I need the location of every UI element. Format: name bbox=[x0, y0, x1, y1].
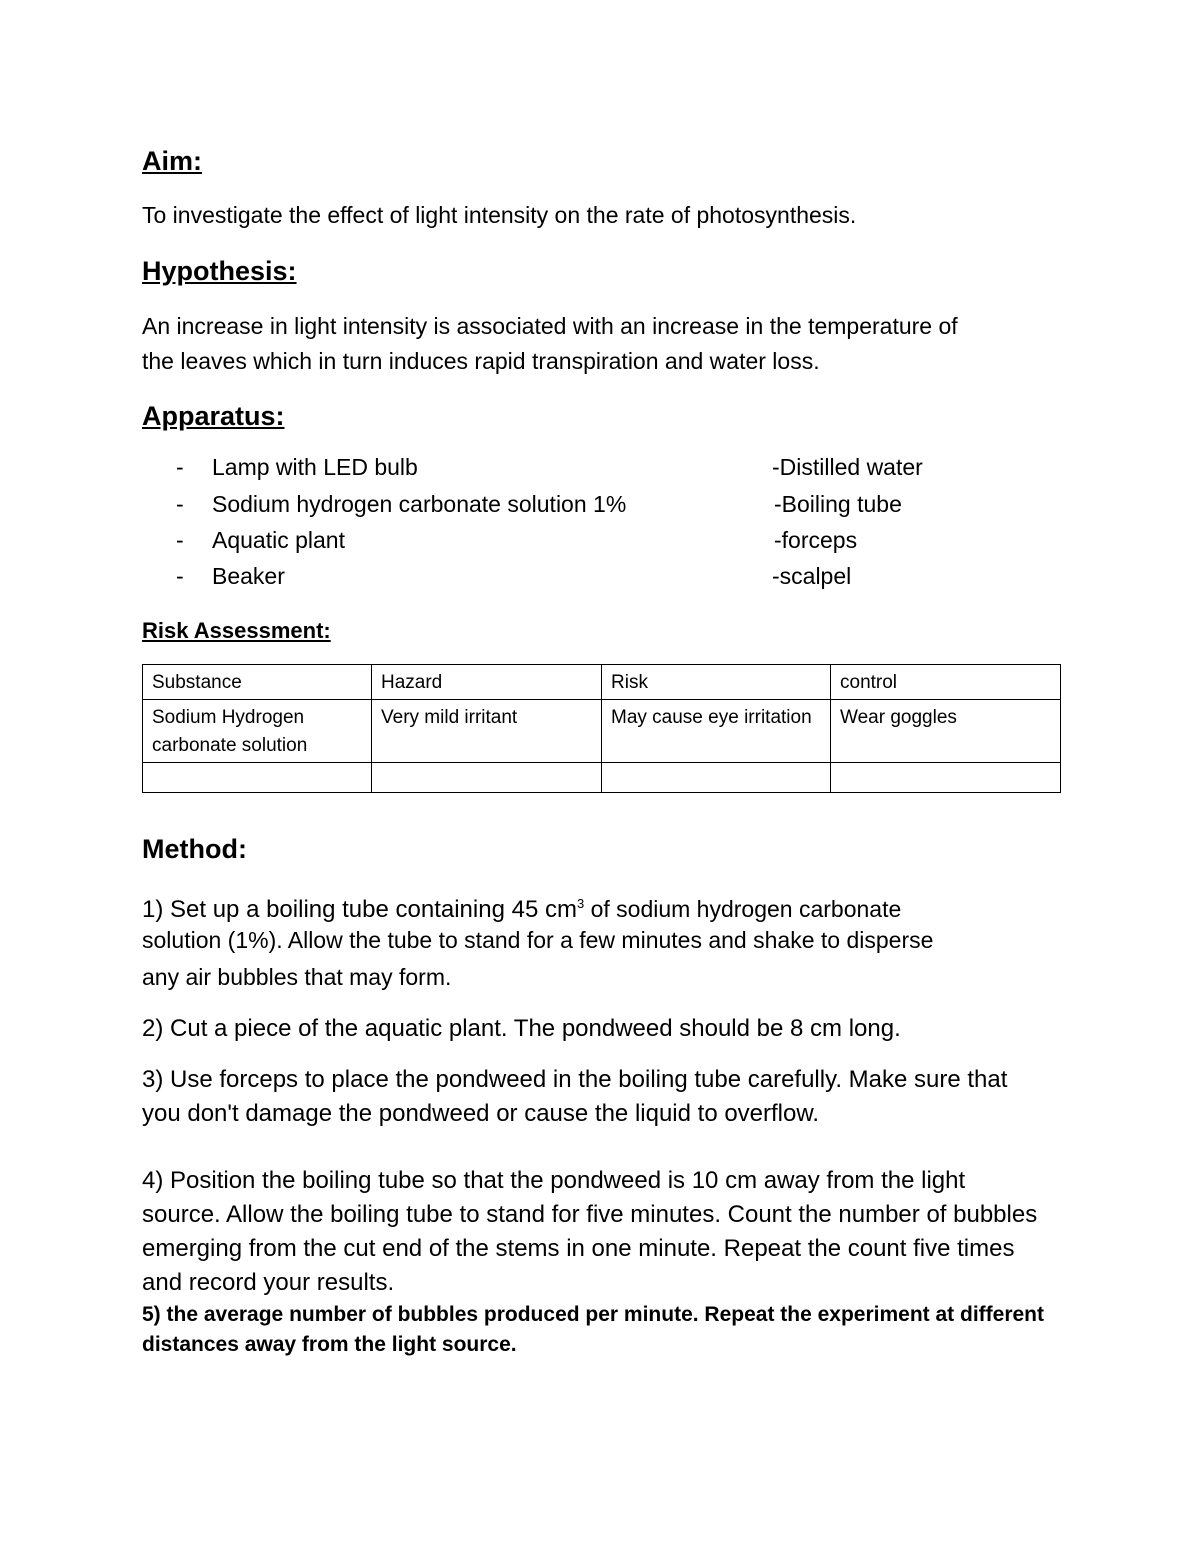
method-step-1-text: 1) Set up a boiling tube containing 45 cm bbox=[142, 896, 577, 923]
method-step-3: 3) Use forceps to place the pondweed in the boiling tube carefully. Make sure that you don't damage the pondweed or cause the liquid to overflow. bbox=[142, 1066, 1008, 1127]
apparatus-item: -Boiling tube bbox=[774, 491, 902, 517]
bullet-dash: - bbox=[176, 527, 184, 553]
header-cell: Risk bbox=[602, 665, 831, 700]
method-step-1-line-3: any air bubbles that may form. bbox=[142, 964, 452, 990]
method-step-4: 4) Position the boiling tube so that the pondweed is 10 cm away from the light source. Allow the boiling tube to stand for five minutes. Count the number of bubbles emerging from the cut end of the stems in one minute. Repeat the count five times and record your results. bbox=[142, 1167, 1038, 1296]
table-cell bbox=[372, 763, 602, 793]
table-row bbox=[143, 763, 1061, 793]
method-step-1-text-cont: of sodium hydrogen carbonate bbox=[584, 896, 902, 922]
apparatus-item: -Distilled water bbox=[772, 454, 923, 480]
table-cell: Very mild irritant bbox=[372, 700, 602, 763]
aim-heading: Aim: bbox=[142, 146, 202, 176]
apparatus-item: Sodium hydrogen carbonate solution 1% bbox=[212, 491, 627, 517]
aim-text: To investigate the effect of light intensity on the rate of photosynthesis. bbox=[142, 202, 857, 228]
table-cell bbox=[831, 763, 1061, 793]
header-cell: Substance bbox=[143, 665, 372, 700]
apparatus-list-right bbox=[772, 454, 1072, 604]
hypothesis-line-2: the leaves which in turn induces rapid transpiration and water loss. bbox=[142, 348, 820, 374]
hypothesis-heading: Hypothesis: bbox=[142, 256, 297, 286]
apparatus-item: Beaker bbox=[212, 563, 285, 589]
header-cell: control bbox=[831, 665, 1061, 700]
apparatus-item: Aquatic plant bbox=[212, 527, 345, 553]
apparatus-item: -forceps bbox=[774, 527, 858, 553]
table-cell: May cause eye irritation bbox=[602, 700, 831, 763]
method-step-2: 2) Cut a piece of the aquatic plant. The pondweed should be 8 cm long. bbox=[142, 1015, 901, 1042]
method-step-5: 5) the average number of bubbles produced per minute. Repeat the experiment at different distances away from the light source. bbox=[142, 1303, 1045, 1356]
risk-assessment-table bbox=[142, 664, 1061, 793]
method-step-1-line-2: solution (1%). Allow the tube to stand for a few minutes and shake to disperse bbox=[142, 927, 934, 953]
apparatus-item: Lamp with LED bulb bbox=[212, 454, 418, 480]
apparatus-list-left bbox=[176, 454, 776, 604]
table-row bbox=[143, 700, 1061, 763]
method-heading: Method: bbox=[142, 834, 247, 864]
bullet-dash: - bbox=[176, 563, 184, 589]
hypothesis-line-1: An increase in light intensity is associated with an increase in the temperature of bbox=[142, 313, 958, 339]
method-step-1-line-1 bbox=[142, 887, 901, 927]
bullet-dash: - bbox=[176, 491, 184, 517]
apparatus-item: -scalpel bbox=[772, 563, 852, 589]
header-cell: Hazard bbox=[372, 665, 602, 700]
bullet-dash: - bbox=[176, 454, 184, 480]
table-cell bbox=[602, 763, 831, 793]
apparatus-heading: Apparatus: bbox=[142, 401, 285, 431]
table-cell bbox=[143, 763, 372, 793]
table-header-row bbox=[143, 665, 1061, 700]
table-cell: Sodium Hydrogen carbonate solution bbox=[143, 700, 372, 763]
table-cell: Wear goggles bbox=[831, 700, 1061, 763]
superscript: 3 bbox=[576, 896, 585, 911]
risk-assessment-heading: Risk Assessment: bbox=[142, 618, 331, 643]
